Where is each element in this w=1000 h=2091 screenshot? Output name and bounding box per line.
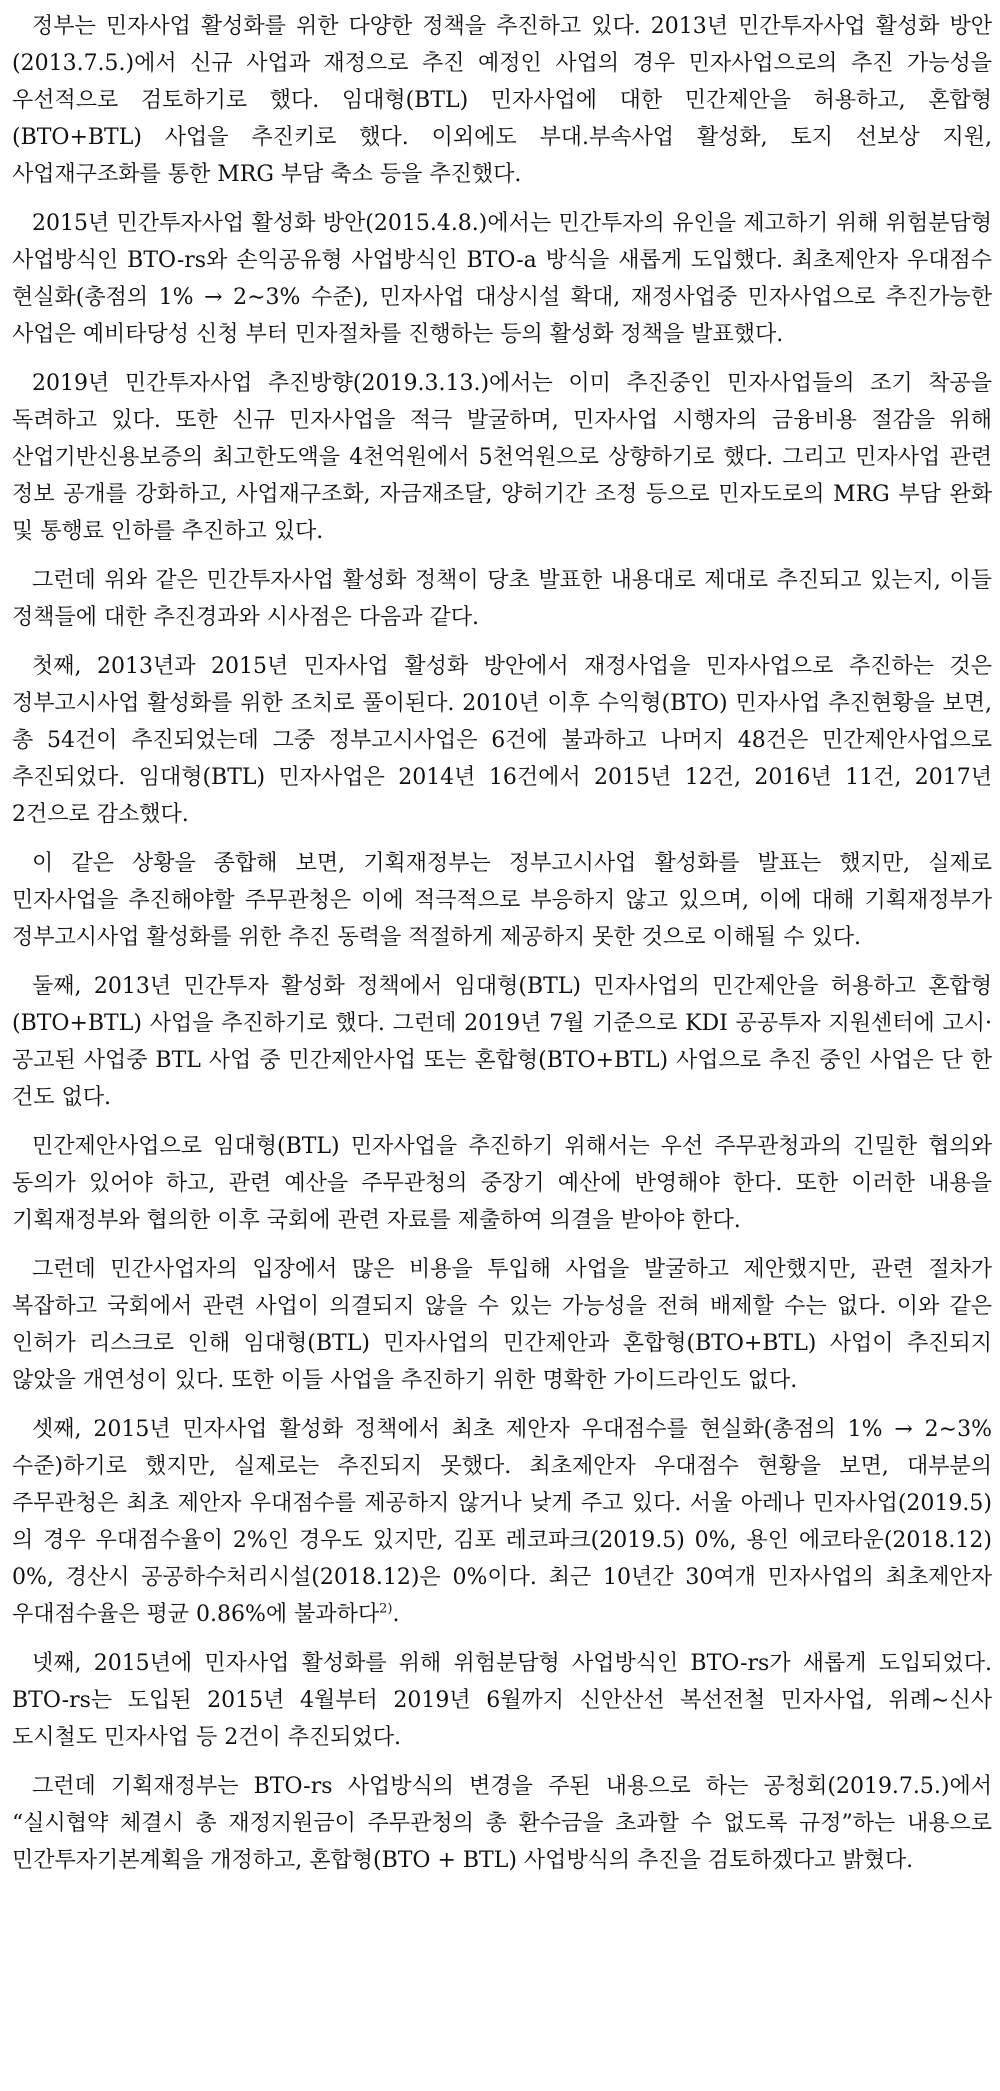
- paragraph-2015-plan: 2015년 민간투자사업 활성화 방안(2015.4.8.)에서는 민간투자의 유인을 제고하기 위해 위험분담형 사업방식인 BTO-rs와 손익공유형 사업방식인 BTO-a 방식을 새롭게 도입했다. 최초제안자 우대점수 현실화(총점의 1% → 2∼3% 수준), 민자사업 대상시설 확대, 재정사업중 민자사업으로 추진가능한 사업은 예비타당성 신청 부터 민자절차를 진행하는 등의 활성화 정책을 발표했다.: [12, 211, 992, 347]
- paragraph-2019-direction: 2019년 민간투자사업 추진방향(2019.3.13.)에서는 이미 추진중인 민자사업들의 조기 착공을 독려하고 있다. 또한 신규 민자사업을 적극 발굴하며, 민자사업 시행자의 금융비용 절감을 위해 산업기반신용보증의 최고한도액을 4천억원에서 5천억원으로 상향하기로 했다. 그리고 민자사업 관련 정보 공개를 강화하고, 사업재구조화, 자금재조달, 양허기간 조정 등으로 민자도로의 MRG 부담 완화 및 통행료 인하를 추진하고 있다.: [12, 371, 992, 544]
- paragraph-policy-overview: 정부는 민자사업 활성화를 위한 다양한 정책을 추진하고 있다. 2013년 민간투자사업 활성화 방안(2013.7.5.)에서 신규 사업과 재정으로 추진 예정인 사업의 경우 민자사업으로의 추진 가능성을 우선적으로 검토하기로 했다. 임대형(BTL) 민자사업에 대한 민간제안을 허용하고, 혼합형(BTO+BTL) 사업을 추진키로 했다. 이외에도 부대.부속사업 활성화, 토지 선보상 지원, 사업재구조화를 통한 MRG 부담 축소 등을 추진했다.: [12, 14, 992, 187]
- paragraph-third-point-end: .: [392, 1602, 400, 1627]
- paragraph-permit-risk: 그런데 민간사업자의 입장에서 많은 비용을 투입해 사업을 발굴하고 제안했지만, 관련 절차가 복잡하고 국회에서 관련 사업이 의결되지 않을 수 있는 가능성을 전혀 배제할 수는 없다. 이와 같은 인허가 리스크로 인해 임대형(BTL) 민자사업의 민간제안과 혼합형(BTO+BTL) 사업이 추진되지 않았을 개연성이 있다. 또한 이들 사업을 추진하기 위한 명확한 가이드라인도 없다.: [12, 1257, 992, 1393]
- footnote-marker: 2): [379, 1601, 393, 1617]
- paragraph-first-point: 첫째, 2013년과 2015년 민자사업 활성화 방안에서 재정사업을 민자사업으로 추진하는 것은 정부고시사업 활성화를 위한 조치로 풀이된다. 2010년 이후 수익형(BTO) 민자사업 추진현황을 보면, 총 54건이 추진되었는데 그중 정부고시사업은 6건에 불과하고 나머지 48건은 민간제안사업으로 추진되었다. 임대형(BTL) 민자사업은 2014년 16건에서 2015년 12건, 2016년 11건, 2017년 2건으로 감소했다.: [12, 654, 992, 827]
- paragraph-third-point: [12, 1411, 992, 1633]
- paragraph-fourth-point: 넷째, 2015년에 민자사업 활성화를 위해 위험분담형 사업방식인 BTO-rs가 새롭게 도입되었다. BTO-rs는 도입된 2015년 4월부터 2019년 6월까지 신안산선 복선전철 민자사업, 위례∼신사 도시철도 민자사업 등 2건이 추진되었다.: [12, 1651, 992, 1750]
- paragraph-first-summary: 이 같은 상황을 종합해 보면, 기획재정부는 정부고시사업 활성화를 발표는 했지만, 실제로 민자사업을 추진해야할 주무관청은 이에 적극적으로 부응하지 않고 있으며, 이에 대해 기획재정부가 정부고시사업 활성화를 위한 추진 동력을 적절하게 제공하지 못한 것으로 이해될 수 있다.: [12, 851, 992, 950]
- paragraph-btl-procedure: 민간제안사업으로 임대형(BTL) 민자사업을 추진하기 위해서는 우선 주무관청과의 긴밀한 협의와 동의가 있어야 하고, 관련 예산을 주무관청의 중장기 예산에 반영해야 한다. 또한 이러한 내용을 기획재정부와 협의한 이후 국회에 관련 자료를 제출하여 의결을 받아야 한다.: [12, 1134, 992, 1233]
- paragraph-bto-rs-change: 그런데 기획재정부는 BTO-rs 사업방식의 변경을 주된 내용으로 하는 공청회(2019.7.5.)에서 “실시협약 체결시 총 재정지원금이 주무관청의 총 환수금을 초과할 수 없도록 규정”하는 내용으로 민간투자기본계획을 개정하고, 혼합형(BTO + BTL) 사업방식의 추진을 검토하겠다고 밝혔다.: [12, 1774, 992, 1873]
- paragraph-review-intro: 그런데 위와 같은 민간투자사업 활성화 정책이 당초 발표한 내용대로 제대로 추진되고 있는지, 이들 정책들에 대한 추진경과와 시사점은 다음과 같다.: [12, 568, 992, 630]
- paragraph-third-point-text: 셋째, 2015년 민자사업 활성화 정책에서 최초 제안자 우대점수를 현실화(총점의 1% → 2∼3% 수준)하기로 했지만, 실제로는 추진되지 못했다. 최초제안자 우대점수 현황을 보면, 대부분의 주무관청은 최초 제안자 우대점수를 제공하지 않거나 낮게 주고 있다. 서울 아레나 민자사업(2019.5)의 경우 우대점수율이 2%인 경우도 있지만, 김포 레코파크(2019.5) 0%, 용인 에코타운(2018.12) 0%, 경산시 공공하수처리시설(2018.12)은 0%이다. 최근 10년간 30여개 민자사업의 최초제안자 우대점수율은 평균 0.86%에 불과하다: [12, 1417, 992, 1627]
- paragraph-second-point: 둘째, 2013년 민간투자 활성화 정책에서 임대형(BTL) 민자사업의 민간제안을 허용하고 혼합형(BTO+BTL) 사업을 추진하기로 했다. 그런데 2019년 7월 기준으로 KDI 공공투자 지원센터에 고시·공고된 사업중 BTL 사업 중 민간제안사업 또는 혼합형(BTO+BTL) 사업으로 추진 중인 사업은 단 한 건도 없다.: [12, 974, 992, 1110]
